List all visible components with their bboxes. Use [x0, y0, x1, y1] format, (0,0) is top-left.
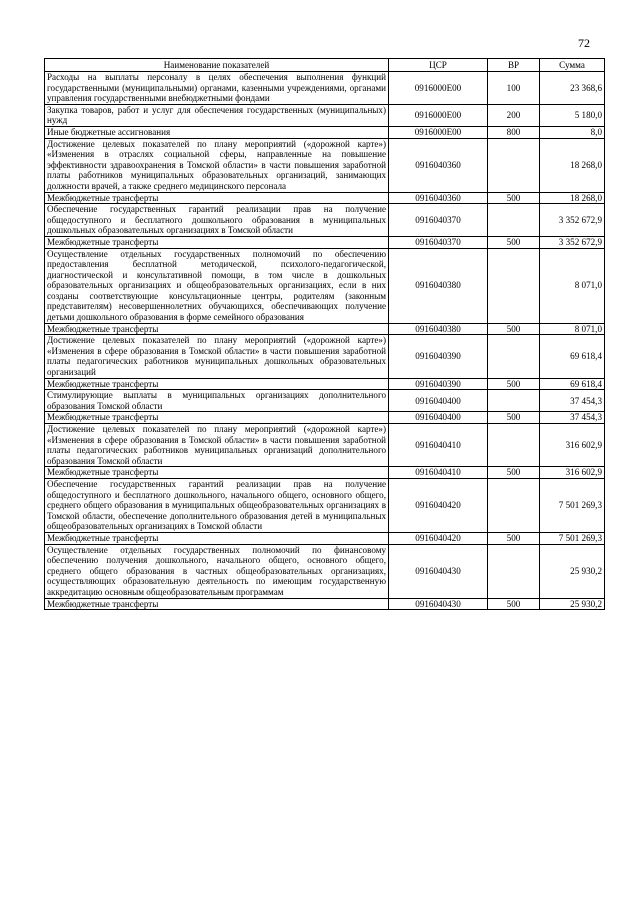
cell-name: Обеспечение государственных гарантий реализации прав на получение общедоступного и бесплатного дошкольного, начального общего, основного общего, среднего общего образования в муниципальных общеобразовательных организациях в Томской области, обеспечение дополнительного образования детей в муниципальных общеобразовательных организациях в Томской области — [45, 478, 389, 532]
table-row — [45, 467, 605, 479]
cell-sum: 23 368,6 — [540, 72, 605, 105]
cell-name: Межбюджетные трансферты — [45, 192, 389, 204]
cell-csr: 0916040390 — [389, 335, 488, 378]
table-row — [45, 236, 605, 248]
cell-vr: 500 — [488, 532, 540, 544]
table-row — [45, 412, 605, 424]
cell-sum: 69 618,4 — [540, 335, 605, 378]
cell-name: Закупка товаров, работ и услуг для обеспечения государственных (муниципальных) нужд — [45, 104, 389, 126]
table-row — [45, 598, 605, 610]
cell-sum: 18 268,0 — [540, 138, 605, 192]
cell-vr: 100 — [488, 72, 540, 105]
cell-csr: 0916040410 — [389, 467, 488, 479]
cell-sum: 69 618,4 — [540, 378, 605, 390]
cell-csr: 0916000Е00 — [389, 72, 488, 105]
cell-name: Достижение целевых показателей по плану мероприятий («дорожной карте») «Изменения в сфере образования в Томской области» в части повышения заработной платы педагогических работников муниципальных дошкольных образовательных организаций — [45, 335, 389, 378]
table-row — [45, 544, 605, 598]
cell-csr: 0916000Е00 — [389, 126, 488, 138]
cell-sum: 316 602,9 — [540, 424, 605, 467]
table-row — [45, 323, 605, 335]
cell-vr: 500 — [488, 323, 540, 335]
cell-name: Осуществление отдельных государственных полномочий по обеспечению предоставления бесплатной методической, психолого-педагогической, диагностической и консультативной помощи, в том числе в дошкольных образовательных организациях и общеобразовательных организациях, если в них созданы соответствующие консультационные центры, родителям (законным представителям) несовершеннолетних обучающихся, обеспечивающих получение детьми дошкольного образования в форме семейного образования — [45, 248, 389, 323]
cell-sum: 3 352 672,9 — [540, 236, 605, 248]
cell-name: Межбюджетные трансферты — [45, 412, 389, 424]
cell-csr: 0916040410 — [389, 424, 488, 467]
column-header-name: Наименование показателей — [45, 59, 389, 72]
cell-sum: 8 071,0 — [540, 323, 605, 335]
table-header-row — [45, 59, 605, 72]
cell-sum: 18 268,0 — [540, 192, 605, 204]
cell-vr: 500 — [488, 236, 540, 248]
column-header-csr: ЦСР — [389, 59, 488, 72]
table-row — [45, 126, 605, 138]
cell-name: Достижение целевых показателей по плану мероприятий («дорожной карте») «Изменения в отраслях социальной сферы, направленные на повышение эффективности здравоохранения в Томской области» в части повышения заработной платы работников муниципальных образовательных организаций, занимающих должности врачей, а также среднего медицинского персонала — [45, 138, 389, 192]
cell-name: Иные бюджетные ассигнования — [45, 126, 389, 138]
budget-table — [44, 58, 605, 610]
table-row — [45, 138, 605, 192]
cell-name: Осуществление отдельных государственных полномочий по финансовому обеспечению получения дошкольного, начального общего, основного общего, среднего общего образования в частных общеобразовательных организациях, осуществляющих образовательную деятельность по имеющим государственную аккредитацию основным общеобразовательным программам — [45, 544, 389, 598]
column-header-sum: Сумма — [540, 59, 605, 72]
cell-name: Достижение целевых показателей по плану мероприятий («дорожной карте») «Изменения в сфере образования в Томской области» в части повышения заработной платы педагогических работников муниципальных организаций дополнительного образования Томской области — [45, 424, 389, 467]
table-row — [45, 335, 605, 378]
cell-vr — [488, 390, 540, 412]
cell-vr — [488, 248, 540, 323]
table-row — [45, 378, 605, 390]
table-row — [45, 390, 605, 412]
cell-csr: 0916040360 — [389, 192, 488, 204]
cell-csr: 0916040370 — [389, 204, 488, 237]
cell-name: Обеспечение государственных гарантий реализации прав на получение общедоступного и бесплатного дошкольного образования в муниципальных дошкольных образовательных организациях в Томской области — [45, 204, 389, 237]
cell-vr — [488, 544, 540, 598]
cell-csr: 0916040360 — [389, 138, 488, 192]
cell-csr: 0916040380 — [389, 323, 488, 335]
table-row — [45, 424, 605, 467]
cell-sum: 8,0 — [540, 126, 605, 138]
cell-vr: 500 — [488, 192, 540, 204]
cell-name: Межбюджетные трансферты — [45, 532, 389, 544]
cell-csr: 0916040400 — [389, 412, 488, 424]
cell-name: Межбюджетные трансферты — [45, 598, 389, 610]
column-header-vr: ВР — [488, 59, 540, 72]
table-row — [45, 72, 605, 105]
cell-name: Расходы на выплаты персоналу в целях обеспечения выполнения функций государственными (муниципальными) органами, казенными учреждениями, органами управления государственными внебюджетными фондами — [45, 72, 389, 105]
table-row — [45, 104, 605, 126]
cell-csr: 0916040420 — [389, 532, 488, 544]
cell-name: Межбюджетные трансферты — [45, 378, 389, 390]
cell-csr: 0916040400 — [389, 390, 488, 412]
cell-vr: 500 — [488, 378, 540, 390]
cell-sum: 5 180,0 — [540, 104, 605, 126]
cell-vr — [488, 424, 540, 467]
cell-vr: 200 — [488, 104, 540, 126]
cell-vr: 500 — [488, 412, 540, 424]
cell-csr: 0916040390 — [389, 378, 488, 390]
cell-csr: 0916040430 — [389, 544, 488, 598]
cell-sum: 316 602,9 — [540, 467, 605, 479]
cell-csr: 0916040380 — [389, 248, 488, 323]
page-number: 72 — [578, 36, 590, 50]
cell-vr: 500 — [488, 598, 540, 610]
cell-sum: 8 071,0 — [540, 248, 605, 323]
table-row — [45, 478, 605, 532]
table-row — [45, 248, 605, 323]
cell-sum: 37 454,3 — [540, 412, 605, 424]
cell-vr — [488, 138, 540, 192]
table-row — [45, 532, 605, 544]
cell-name: Стимулирующие выплаты в муниципальных организациях дополнительного образования Томской области — [45, 390, 389, 412]
cell-vr: 500 — [488, 467, 540, 479]
cell-csr: 0916040370 — [389, 236, 488, 248]
cell-sum: 25 930,2 — [540, 544, 605, 598]
cell-vr — [488, 335, 540, 378]
cell-sum: 7 501 269,3 — [540, 478, 605, 532]
cell-sum: 25 930,2 — [540, 598, 605, 610]
cell-sum: 3 352 672,9 — [540, 204, 605, 237]
cell-name: Межбюджетные трансферты — [45, 236, 389, 248]
cell-vr — [488, 204, 540, 237]
cell-csr: 0916040430 — [389, 598, 488, 610]
cell-sum: 37 454,3 — [540, 390, 605, 412]
cell-csr: 0916000Е00 — [389, 104, 488, 126]
cell-csr: 0916040420 — [389, 478, 488, 532]
table-row — [45, 204, 605, 237]
cell-name: Межбюджетные трансферты — [45, 323, 389, 335]
cell-name: Межбюджетные трансферты — [45, 467, 389, 479]
table-row — [45, 192, 605, 204]
cell-sum: 7 501 269,3 — [540, 532, 605, 544]
cell-vr — [488, 478, 540, 532]
cell-vr: 800 — [488, 126, 540, 138]
